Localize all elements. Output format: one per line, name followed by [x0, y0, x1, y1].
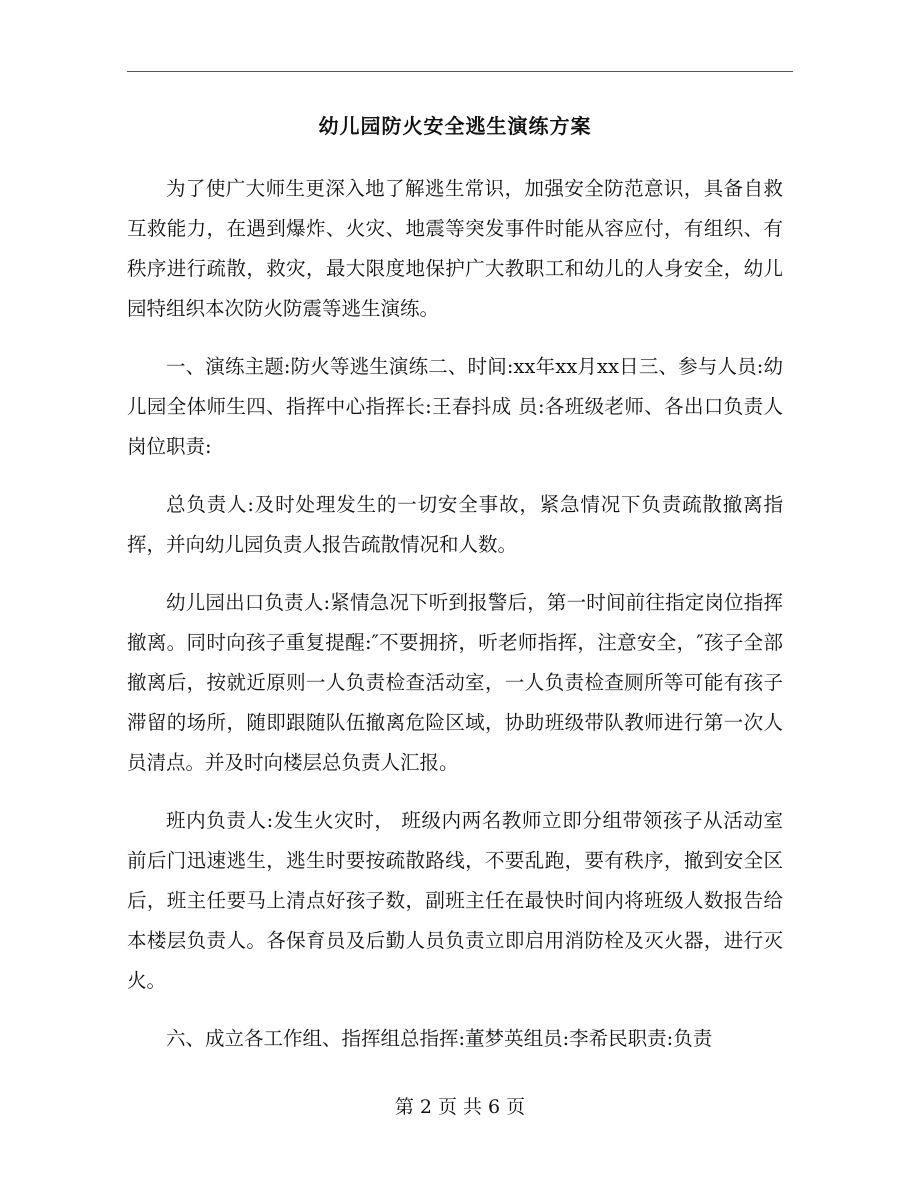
paragraph-class-duty: 班内负责人:发生火灾时， 班级内两名教师立即分组带领孩子从活动室前后门迅速逃生，逃生时要按疏散路线，不要乱跑，要有秩序，撤到安全区后，班主任要马上清点好孩子数，副班主任在最快时间内将班级人数报告给本楼层负责人。各保育员及后勤人员负责立即启用消防栓及灭火器，进行灭火。 — [127, 809, 783, 992]
document-page — [127, 100, 783, 1059]
paragraph-drill-info: 一、演练主题:防火等逃生演练二、时间:xx年xx月xx日三、参与人员:幼儿园全体师生四、指挥中心指挥长:王春抖成 员:各班级老师、各出口负责人岗位职责: — [127, 355, 783, 458]
header-rule — [127, 71, 793, 72]
paragraph-work-groups: 六、成立各工作组、指挥组总指挥:董梦英组员:李希民职责:负责 — [166, 1027, 713, 1050]
paragraph-intro: 为了使广大师生更深入地了解逃生常识，加强安全防范意识，具备自救互救能力，在遇到爆炸、火灾、地震等突发事件时能从容应付，有组织、有秩序进行疏散，救灾，最大限度地保护广大教职工和幼儿的人身安全，幼儿园特组织本次防火防震等逃生演练。 — [127, 177, 783, 320]
page-number: 第 2 页 共 6 页 — [394, 1096, 526, 1118]
document-title: 幼儿园防火安全逃生演练方案 — [318, 114, 592, 138]
paragraph-exit-duty: 幼儿园出口负责人:紧情急况下听到报警后，第一时间前往指定岗位指挥撤离。同时向孩子重复提醒:″不要拥挤，听老师指挥，注意安全，″孩子全部撤离后，按就近原则一人负责检查活动室，一人负责检查厕所等可能有孩子滞留的场所，随即跟随队伍撤离危险区域，协助班级带队教师进行第一次人员清点。并及时向楼层总负责人汇报。 — [127, 591, 783, 774]
paragraph-chief-duty: 总负责人:及时处理发生的一切安全事故，紧急情况下负责疏散撤离指挥，并向幼儿园负责人报告疏散情况和人数。 — [127, 493, 783, 556]
